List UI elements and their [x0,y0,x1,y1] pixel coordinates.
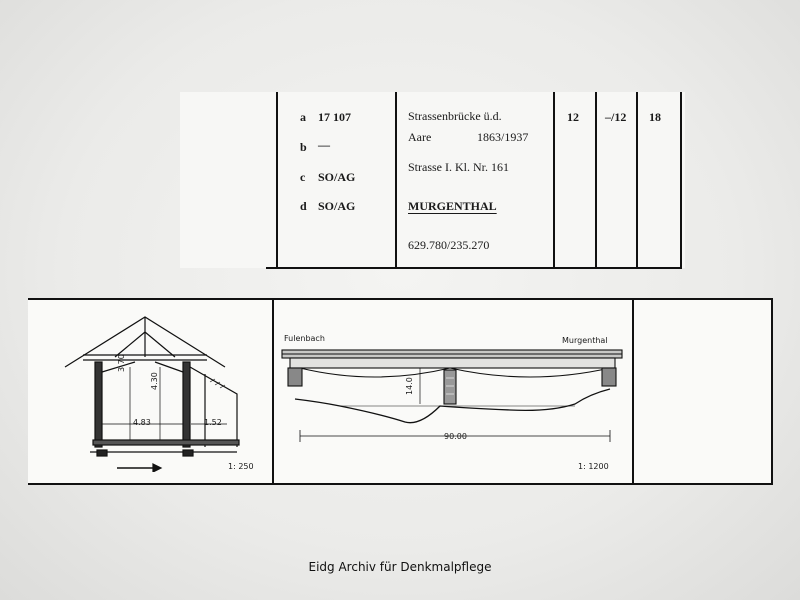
field-b-key: b [300,140,307,154]
field-a-value: 17 107 [318,110,351,124]
panel-divider-1 [272,298,274,483]
elevation-dim-height: 14.0 [405,377,414,395]
card-rule-5 [636,92,638,268]
card-rule-bottom [266,267,682,269]
bank-label-right: Murgenthal [562,336,608,345]
bank-label-left: Fulenbach [284,334,325,343]
object-years: 1863/1937 [477,130,529,144]
dim-width-main: 4.83 [133,418,151,427]
elevation-scale: 1: 1200 [578,462,609,471]
road-classification: Strasse I. Kl. Nr. 161 [408,160,509,174]
column-1-value: 12 [567,110,579,124]
card-rule-3 [553,92,555,268]
field-d-value: SO/AG [318,199,356,213]
field-d-key: d [300,199,307,213]
object-type-line1: Strassenbrücke ü.d. [408,109,502,123]
field-c-value: SO/AG [318,170,356,184]
coordinates: 629.780/235.270 [408,238,490,252]
archive-caption: Eidg Archiv für Denkmalpflege [308,560,492,574]
panel-rule-right [771,298,773,483]
card-rule-2 [395,92,397,268]
card-rule-right [680,92,682,268]
place-name: MURGENTHAL [408,199,497,213]
column-2-value: –/12 [605,110,627,124]
object-type-name: Aare [408,130,432,144]
section-scale: 1: 250 [228,462,254,471]
elevation-dim-span: 90.00 [444,432,467,441]
card-rule-4 [595,92,597,268]
field-c-key: c [300,170,306,184]
field-b-value: — [318,138,330,152]
cross-section-drawing [55,312,265,472]
dim-height-left: 3.70 [117,354,126,372]
column-3-value: 18 [649,110,661,124]
field-a-key: a [300,110,306,124]
card-rule-left [276,92,278,268]
dim-height-mid: 4.30 [150,372,159,390]
dim-width-side: 1.52 [204,418,222,427]
panel-divider-2 [632,298,634,483]
